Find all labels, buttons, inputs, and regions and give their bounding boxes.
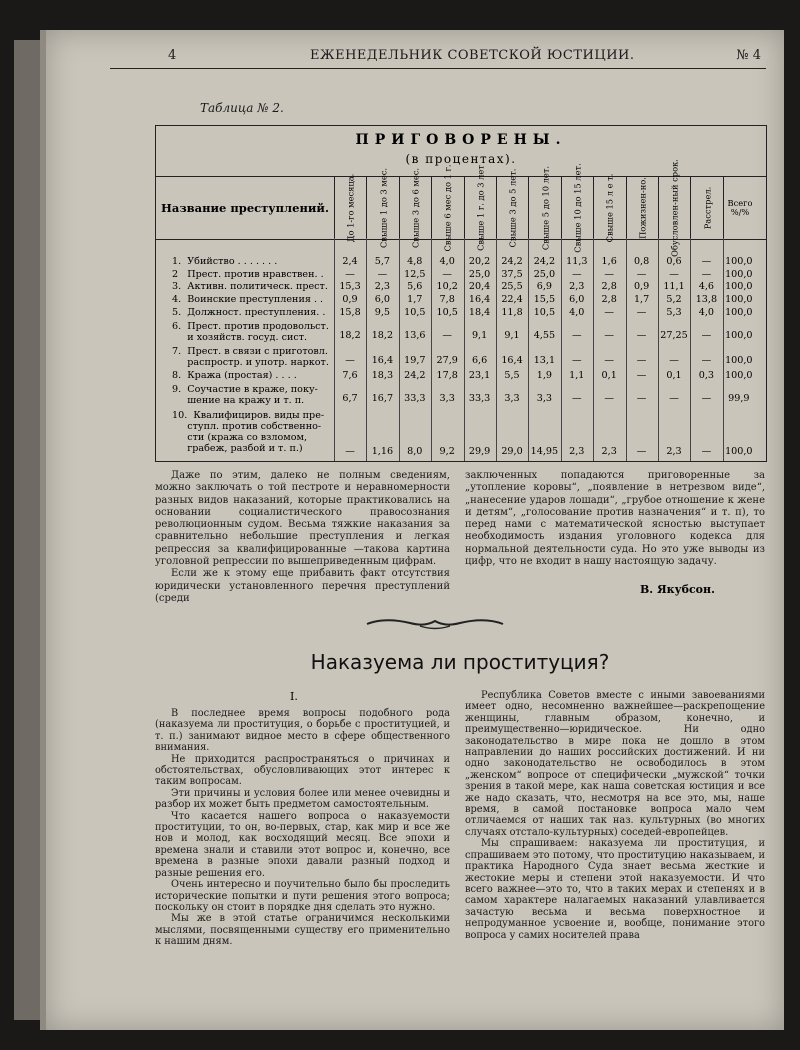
table-cell: — — [345, 355, 355, 366]
table-cell: 25,0 — [533, 269, 556, 280]
table-cell: — — [604, 330, 614, 341]
table-cell: 33,3 — [404, 393, 426, 404]
table-cell: 5,2 — [666, 294, 682, 305]
column-header — [366, 167, 399, 249]
table-cell: 1,7 — [407, 294, 423, 305]
table-cell: 1,7 — [633, 294, 650, 305]
table-cell: 5,5 — [504, 370, 520, 381]
table-cell: 27,25 — [660, 330, 688, 341]
section-number: I. — [290, 690, 298, 703]
table-cell: — — [636, 393, 647, 404]
article-right-column — [465, 690, 765, 941]
table-cell: 29,9 — [468, 446, 491, 457]
table-cell: 7,6 — [342, 370, 358, 381]
table-cell: — — [604, 355, 614, 366]
decorative-divider-icon — [365, 615, 505, 633]
column-header-label: До 1-го месяца. — [345, 173, 356, 243]
column-header-label: Свыше 15 л е т. — [604, 173, 615, 243]
table-cell: — — [636, 269, 647, 280]
table-cell: — — [377, 269, 388, 280]
table-cell: 13,6 — [404, 330, 426, 341]
table-cell: 4,0 — [439, 256, 455, 267]
table-cell: 18,4 — [468, 307, 491, 318]
table-cell: 100,0 — [725, 269, 753, 280]
article-statistics — [155, 470, 450, 605]
journal-title: ЕЖЕНЕДЕЛЬНИК СОВЕТСКОЙ ЮСТИЦИИ. — [310, 48, 635, 63]
table-cell: 3,3 — [504, 393, 520, 404]
table-cell: 10,2 — [436, 281, 458, 292]
page-number: 4 — [168, 48, 177, 63]
table-cell: — — [604, 269, 614, 280]
table-cell: 19,7 — [404, 355, 426, 366]
table-cell: — — [669, 355, 679, 366]
table-cell: — — [442, 269, 452, 280]
table-cell: 5,6 — [407, 281, 423, 292]
article-paragraph: Если же к этому еще прибавить факт отсутствия юридически установленного перечня преступлений (среди — [155, 568, 450, 604]
table-cell: 2,3 — [374, 281, 391, 292]
article-title: Наказуема ли проституция? — [310, 650, 610, 674]
table-cell: 17,8 — [436, 370, 458, 381]
table-cell: 33,3 — [468, 393, 491, 404]
table-cell: 6,6 — [471, 355, 488, 366]
article-paragraph: Не приходится распространяться о причинах и обстоятельствах, обусловливающих этот интерес к таким вопросам. — [155, 753, 450, 788]
table-cell: — — [701, 355, 712, 366]
table-cell: 24,2 — [501, 256, 523, 267]
table-cell: 15,5 — [533, 294, 556, 305]
table-cell: — — [636, 446, 647, 457]
issue-number: № 4 — [736, 48, 761, 63]
column-header — [431, 164, 464, 252]
table-cell: — — [636, 307, 647, 318]
table-cell: 18,3 — [371, 370, 394, 381]
column-header — [464, 165, 497, 251]
table-row-label: 10. Квалифициров. виды пре- ступл. против собственно- сти (кража со взломом, грабеж, разбой и т. п.) — [172, 410, 325, 454]
table-cell: 15,3 — [339, 281, 361, 292]
article-paragraph: Что касается нашего вопроса о наказуемости проституции, то он, во-первых, стар, как мир и все же нов и молод, как восходящий месяц. Все эпохи и времена знали и ставили этот вопрос и, конечно, все времена в разные эпохи давали разный подход и разные решения его. — [155, 810, 450, 879]
table-cell: 25,0 — [468, 269, 491, 280]
table-cell: 100,0 — [725, 294, 753, 305]
table-cell: — — [701, 269, 712, 280]
column-header-label: Свыше 3 до 5 лет. — [507, 168, 518, 248]
article-left-column — [155, 708, 450, 948]
column-header-label: Всего %/% — [727, 198, 753, 217]
article-paragraph: заключенных попадаются приговоренные за „утопление коровы“, „появление в нетрезвом виде“, „нанесение ударов лошади“, „грубое отношение к жене и детям“, „голосование против назначения“ и т. п), то перед нами с математической ясностью выступает необходимость издания уголовного кодекса для нормальной деятельности суда. Но это уже выводы из цифр, что не входит в нашу настоящую задачу. — [465, 470, 765, 568]
table-cell: 4,0 — [569, 307, 585, 318]
table-cell: 0,9 — [342, 294, 358, 305]
table-cell: 27,9 — [436, 355, 458, 366]
article-paragraph: Мы спрашиваем: наказуема ли проституция, и спрашиваем это потому, что проституцию наказываем, и практика Народного Суда знает весьма жесткие и жестокие меры и степени этой наказуемости. И что всего важнее—это то, что в таких мерах и степенях и в самом характере налагаемых наказаний улавливается зачастую весьма и весьма поверхностное и непродуманное усвоение и, вообще, понимание этого вопроса у самих носителей права — [465, 838, 765, 941]
column-header-label: Свыше 1 г. до 3 лет — [475, 165, 486, 251]
column-header — [561, 163, 594, 253]
table-cell: 0,6 — [666, 256, 682, 267]
table-cell: 3,3 — [536, 393, 553, 404]
table-cell: 100,0 — [725, 256, 753, 267]
table-cell: 37,5 — [501, 269, 523, 280]
table-cell: — — [442, 330, 452, 341]
table-cell: — — [701, 256, 712, 267]
table-cell: 24,2 — [404, 370, 426, 381]
table-cell: 18,2 — [339, 330, 361, 341]
column-header — [496, 168, 529, 248]
table-cell: 100,0 — [725, 370, 753, 381]
column-header — [399, 167, 432, 249]
table-cell: 18,2 — [371, 330, 394, 341]
table-cell: 4,55 — [533, 330, 556, 341]
table-cell: — — [669, 393, 679, 404]
table-cell: — — [572, 330, 582, 341]
column-header-label: Расстрел. — [702, 186, 713, 230]
table-cell: 6,0 — [569, 294, 585, 305]
column-header-label: Свыше 6 мес до 1 г. — [442, 164, 453, 252]
article-paragraph: Мы же в этой статье ограничимся несколькими мыслями, посвященными существу его применительно к нашим дням. — [155, 913, 450, 948]
column-header — [723, 177, 756, 239]
column-header-label: Свыше 10 до 15 лет. — [572, 163, 583, 253]
table-cell: 0,3 — [698, 370, 715, 381]
table-cell: 2,8 — [601, 281, 617, 292]
table-cell: 0,1 — [601, 370, 617, 381]
table-cell: 2,3 — [601, 446, 617, 457]
table-cell: 99,9 — [728, 393, 750, 404]
table-cell: — — [701, 446, 712, 457]
table-cell: 10,5 — [533, 307, 556, 318]
table-title: ПРИГОВОРЕНЫ. — [355, 132, 567, 148]
table-cell: 24,2 — [533, 256, 556, 267]
table-cell: 100,0 — [725, 281, 753, 292]
table-cell: 16,4 — [501, 355, 523, 366]
table-cell: 1,6 — [601, 256, 617, 267]
table-cell: 2,3 — [569, 446, 585, 457]
table-cell: 5,3 — [666, 307, 682, 318]
page-binding — [14, 40, 42, 1020]
column-header — [528, 165, 561, 251]
column-header-label: Свыше 5 до 10 лет. — [540, 165, 551, 251]
table-cell: 14,95 — [530, 446, 559, 457]
article-paragraph: Эти причины и условия более или менее очевидны и разбор их может быть предметом самостоятельным. — [155, 787, 450, 811]
table-cell: 13,8 — [695, 294, 718, 305]
table-row-label: 5. Должност. преступления. . — [172, 307, 326, 318]
table-cell: 16,7 — [371, 393, 394, 404]
table-cell: — — [669, 269, 679, 280]
table-cell: 9,5 — [374, 307, 391, 318]
table-cell: 3,3 — [439, 393, 455, 404]
column-header — [593, 173, 626, 243]
table-cell: 13,1 — [533, 355, 556, 366]
author-signature: В. Якубсон. — [640, 583, 715, 596]
table-cell: 11,3 — [566, 256, 588, 267]
table-row-label: 9. Соучастие в краже, поку- шение на кражу и т. п. — [172, 384, 318, 406]
column-header-label: Обусловлен-ный срок. — [669, 159, 680, 257]
table-cell: 5,7 — [374, 256, 391, 267]
table-cell: 8,0 — [407, 446, 423, 457]
table-row-label: 7. Прест. в связи с приготовл. распростр. и употр. наркот. — [172, 346, 329, 368]
table-cell: 0,8 — [633, 256, 650, 267]
column-header — [334, 173, 367, 243]
table-cell: — — [345, 446, 355, 457]
column-header-label: Свыше 3 до 6 мес. — [410, 167, 421, 249]
table-cell: 6,7 — [342, 393, 358, 404]
table-cell: 2,4 — [342, 256, 358, 267]
table-cell: 1,1 — [569, 370, 585, 381]
table-row-label: 8. Кража (простая) . . . . — [172, 370, 297, 381]
table-cell: 23,1 — [468, 370, 491, 381]
table-cell: 20,2 — [468, 256, 491, 267]
table-cell: 4,0 — [698, 307, 715, 318]
table-cell: 1,16 — [371, 446, 394, 457]
table-cell: 2,3 — [569, 281, 585, 292]
table-cell: 16,4 — [371, 355, 394, 366]
table-cell: — — [572, 355, 582, 366]
table-cell: — — [604, 393, 614, 404]
crime-name-header: Название преступлений. — [161, 201, 329, 215]
table-cell: 11,8 — [501, 307, 523, 318]
table-cell: 100,0 — [725, 446, 753, 457]
table-caption: Таблица № 2. — [200, 101, 284, 115]
table-cell: 1,9 — [536, 370, 553, 381]
table-row-label: 3. Активн. политическ. прест. — [172, 281, 328, 292]
table-cell: 15,8 — [339, 307, 361, 318]
sentences-table — [155, 125, 767, 462]
column-header — [626, 177, 659, 239]
page-header — [110, 46, 766, 69]
column-header — [658, 159, 691, 257]
table-cell: 100,0 — [725, 307, 753, 318]
table-cell: 10,5 — [404, 307, 426, 318]
table-cell: — — [701, 330, 712, 341]
table-row-label: 2 Прест. против нравствен. . — [172, 269, 324, 280]
table-cell: — — [636, 370, 647, 381]
table-cell: 11,1 — [663, 281, 685, 292]
table-cell: 2,3 — [666, 446, 682, 457]
table-cell: 12,5 — [404, 269, 426, 280]
table-cell: — — [572, 269, 582, 280]
table-cell: 20,4 — [468, 281, 491, 292]
table-cell: — — [345, 269, 355, 280]
table-cell: 6,0 — [374, 294, 391, 305]
table-row-label: 4. Воинские преступления . . — [172, 294, 324, 305]
table-cell: 100,0 — [725, 330, 753, 341]
table-cell: 10,5 — [436, 307, 458, 318]
table-cell: 2,8 — [601, 294, 617, 305]
table-cell: 25,5 — [501, 281, 523, 292]
table-cell: — — [572, 393, 582, 404]
table-cell: — — [604, 307, 614, 318]
column-header — [690, 177, 723, 239]
table-cell: 29,0 — [501, 446, 523, 457]
table-cell: — — [701, 393, 712, 404]
table-cell: 9,1 — [471, 330, 488, 341]
table-cell: — — [636, 355, 647, 366]
table-cell: 0,1 — [666, 370, 682, 381]
table-cell: 7,8 — [439, 294, 455, 305]
article-paragraph: В последнее время вопросы подобного рода (наказуема ли проституция, о борьбе с проституцией, и т. п.) занимают видное место в сфере общественного внимания. — [155, 708, 450, 754]
article-paragraph: Республика Советов вместе с иными завоеваниями имеет одно, несомненно важнейшее—раскрепощение женщины, главным образом, конечно, и преимущественно—юридическое. Ни одно законодательство в мире пока не дошло в этом направлении до наших российских достижений. И ни одно законодательство не освободилось в этом „женском“ вопросе от специфически „мужской“ точки зрения в такой мере, как наша советская юстиция и все же надо сказать, что, несмотря на все это, мы, наше время, в самой постановке вопроса мало чем отличаемся от наших так наз. культурных (во многих случаях отстало-культурных) соседей-европейцев. — [465, 690, 765, 838]
table-cell: 100,0 — [725, 355, 753, 366]
article-paragraph: Даже по этим, далеко не полным сведениям, можно заключать о той пестроте и неравномерности разных видов наказаний, которые практиковались на основании социалистического правосознания революционным судом. Весьма тяжкие наказания за сравнительно небольшие преступления и легкая репрессия за квалифицированные —такова картина уголовной репрессии по вышеприведенным цифрам. — [155, 470, 450, 568]
column-header-label: Свыше 1 до 3 мес. — [378, 167, 389, 249]
table-cell: 4,6 — [698, 281, 715, 292]
article-paragraph: Очень интересно и поучительно было бы проследить исторические попытки и пути решения этого вопроса; поскольку он стоит в порядке дня сделать это нужно. — [155, 879, 450, 913]
table-cell: 9,2 — [439, 446, 455, 457]
table-cell: 16,4 — [468, 294, 491, 305]
table-cell: 6,9 — [536, 281, 553, 292]
article-statistics-continued — [465, 470, 765, 568]
table-row-label: 1. Убийство . . . . . . . — [172, 256, 278, 267]
table-row-label: 6. Прест. против продовольст. и хозяйств. госуд. сист. — [172, 321, 329, 343]
column-header-label: Пожизнен-но. — [637, 177, 648, 239]
table-cell: 4,8 — [407, 256, 423, 267]
table-subtitle: (в процентах). — [405, 152, 517, 166]
table-cell: 0,9 — [633, 281, 650, 292]
table-cell: 9,1 — [504, 330, 520, 341]
table-cell: — — [636, 330, 647, 341]
table-cell: 22,4 — [501, 294, 523, 305]
